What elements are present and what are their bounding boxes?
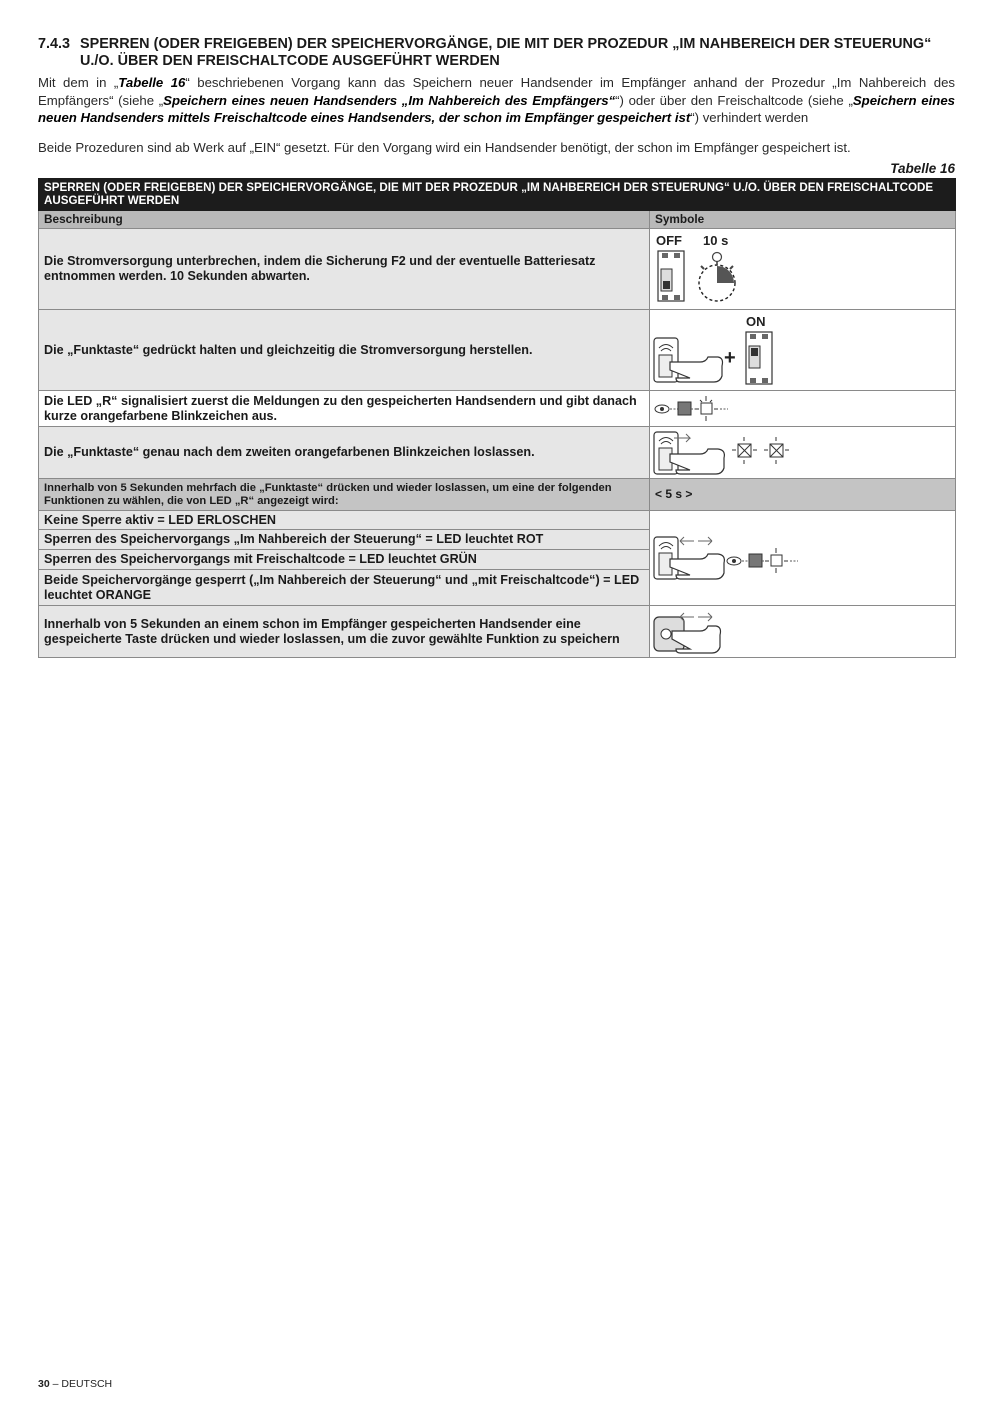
procedure-reference: Speichern eines neuen Handsenders „Im Nahbereich des Empfängers“: [163, 92, 616, 108]
row-description: Beide Speichervorgänge gesperrt („Im Nahbereich der Steuerung“ und „mit Freischaltcode“) = LED leuchtet ORANGE: [39, 570, 650, 606]
intro-text: “) oder über den Freischaltcode (siehe „: [615, 92, 853, 108]
row-description: Die „Funktaste“ genau nach dem zweiten orangefarbenen Blinkzeichen loslassen.: [39, 427, 650, 479]
table-row: [39, 229, 956, 310]
row-symbols: [650, 427, 956, 479]
page: [38, 36, 955, 658]
table-row: [39, 427, 956, 479]
breaker-off-timer-icon: [650, 229, 954, 309]
row-symbols: [650, 310, 956, 391]
row-description: Keine Sperre aktiv = LED ERLOSCHEN: [39, 511, 650, 530]
procedure-reference: Speichern eines neuen Handsenders mittels Freischaltcode eines Handsenders, der schon im Empfänger gespeichert ist: [38, 92, 956, 125]
row-description: Die „Funktaste“ gedrückt halten und gleichzeitig die Stromversorgung herstellen.: [39, 310, 650, 391]
section-title: SPERREN (ODER FREIGEBEN) DER SPEICHERVORGÄNGE, DIE MIT DER PROZEDUR „IM NAHBEREICH DER STEUERUNG“ U./O. ÜBER DEN FREISCHALTCODE AUSGEFÜHRT WERDEN: [80, 36, 932, 69]
page-number: 30: [38, 1378, 50, 1390]
intro-text: “) verhindert werden: [690, 110, 809, 125]
press-stored-transmitter-icon: [650, 607, 954, 657]
row-description: Sperren des Speichervorgangs mit Freischaltcode = LED leuchtet GRÜN: [39, 550, 650, 570]
press-button-power-on-icon: [650, 310, 954, 390]
time-label: 10 s: [703, 233, 729, 248]
footer-language: – DEUTSCH: [49, 1378, 113, 1390]
row-description: Innerhalb von 5 Sekunden mehrfach die „Funktaste“ drücken und wieder loslassen, um eine der folgenden Funktionen zu wählen, die von LED „R“ angezeigt wird:: [39, 479, 650, 511]
procedure-table: [38, 178, 956, 658]
row-description: Sperren des Speichervorgangs „Im Nahbereich der Steuerung“ = LED leuchtet ROT: [39, 530, 650, 550]
svg-text:+: +: [724, 347, 736, 369]
row-symbols: [650, 391, 956, 427]
table-row: [39, 310, 956, 391]
table-label: Tabelle 16: [890, 161, 955, 176]
section-number: 7.4.3: [38, 36, 71, 52]
row-description: Die Stromversorgung unterbrechen, indem die Sicherung F2 und der eventuelle Batteriesatz entnommen werden. 10 Sekunden abwarten.: [39, 229, 650, 310]
row-symbols: [650, 229, 956, 310]
led-blink-icon: [650, 392, 954, 426]
intro-text: “ beschriebenen Vorgang kann das Speichern neuer Handsender im Empfänger anhand der Prozedur „Im Nahbereich des Empfängers“ (siehe „: [38, 75, 955, 108]
intro-paragraph: [38, 74, 955, 127]
table-reference: Tabelle 16: [118, 75, 186, 90]
column-header-symbols: Symbole: [650, 211, 956, 229]
release-button-blink-icon: [650, 428, 954, 478]
off-label: OFF: [656, 233, 682, 248]
table-header: SPERREN (ODER FREIGEBEN) DER SPEICHERVORGÄNGE, DIE MIT DER PROZEDUR „IM NAHBEREICH DER STEUERUNG“ U./O. ÜBER DEN FREISCHALTCODE AUSGEFÜHRT WERDEN: [39, 179, 956, 211]
table-row: [39, 391, 956, 427]
table-row: [39, 479, 956, 511]
section-heading: [38, 36, 955, 70]
on-label: ON: [746, 314, 766, 329]
table-row: [39, 606, 956, 658]
column-header-description: Beschreibung: [39, 211, 650, 229]
row-symbols: [650, 606, 956, 658]
row-symbols-timing: < 5 s >: [650, 479, 956, 511]
intro-text: Mit dem in „: [38, 75, 119, 90]
row-symbols: [650, 511, 956, 606]
table-row: [39, 511, 956, 530]
row-description: Innerhalb von 5 Sekunden an einem schon im Empfänger gespeicherten Handsender eine gespeicherte Taste drücken und wieder loslassen, um die zuvor gewählte Funktion zu speichern: [39, 606, 650, 658]
press-repeatedly-led-icon: [650, 511, 954, 605]
page-footer: [38, 1378, 112, 1390]
row-description: Die LED „R“ signalisiert zuerst die Meldungen zu den gespeicherten Handsendern und gibt danach kurze orangefarbene Blinkzeichen aus.: [39, 391, 650, 427]
intro-note: Beide Prozeduren sind ab Werk auf „EIN“ gesetzt. Für den Vorgang wird ein Handsender benötigt, der schon im Empfänger gespeichert ist.: [38, 139, 851, 155]
